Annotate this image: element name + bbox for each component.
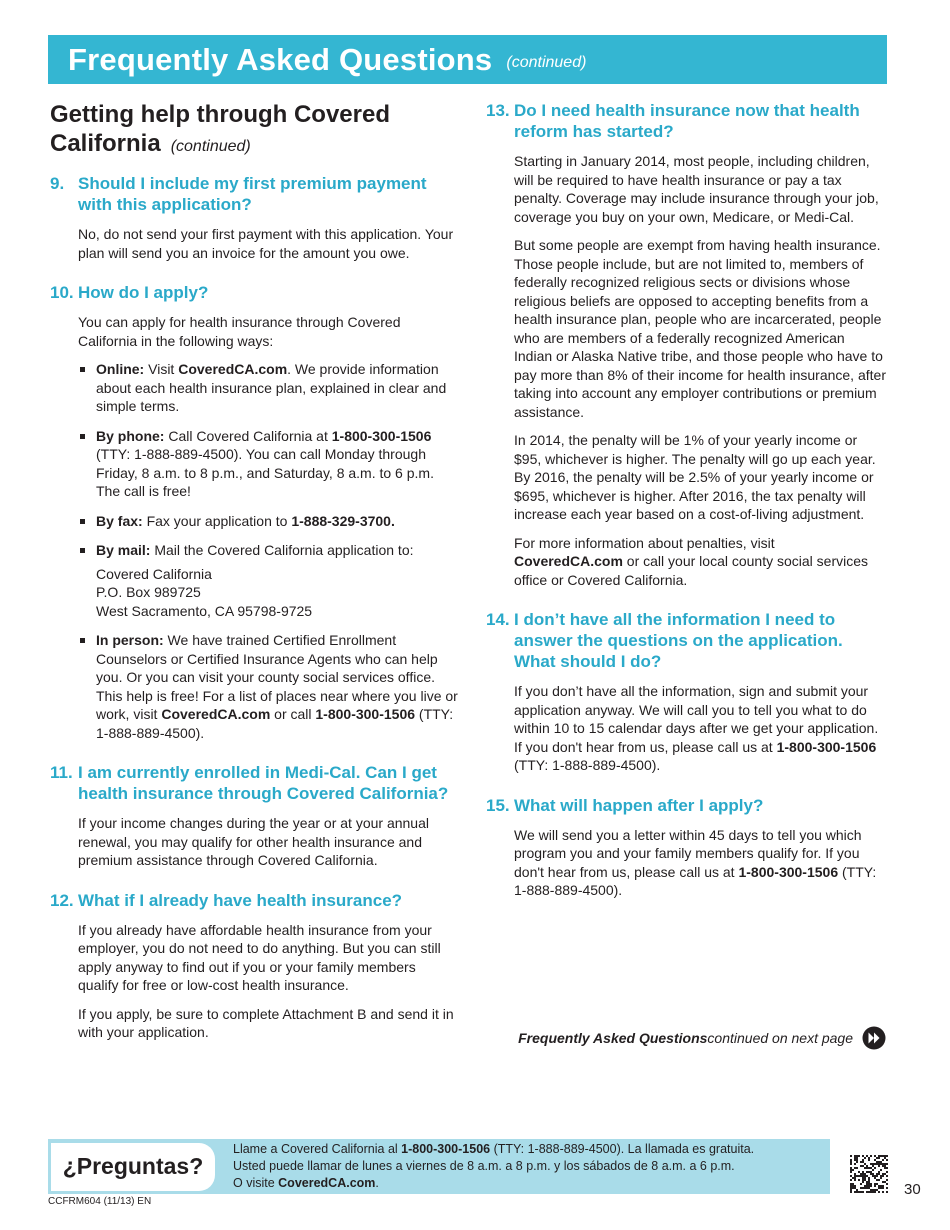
- footer-help-text: [233, 1141, 754, 1192]
- phone-number: 1-800-300-1506: [401, 1142, 491, 1156]
- item-text: (TTY: 1-888-889-4500).: [96, 706, 454, 741]
- question-13: [486, 100, 886, 589]
- question-10: [50, 282, 460, 742]
- left-column: [50, 100, 460, 1062]
- list-item-fax: [78, 512, 460, 531]
- section-title-continued: (continued): [170, 138, 251, 155]
- question-number: 11.: [50, 763, 73, 782]
- answer-paragraph: If you apply, be sure to complete Attachment B and send it in with your application.: [78, 1005, 454, 1040]
- section-title-text: Getting help through Covered California: [50, 101, 390, 157]
- answer-text: For more information about penalties, visit: [514, 534, 775, 551]
- right-column: [486, 100, 886, 920]
- answer-paragraph: [514, 682, 886, 775]
- answer-paragraph: But some people are exempt from having health insurance. Those people include, but are not limited to, members of federally recognized religious sects or divisions whose religious beliefs are opposed to accepting benefits from a health insurance plan, people who are incarcerated, people who are members of a federally recognized American Indian or Alaska Native tribe, and those people who have to pay more than 8% of their income for health insurance, after taking into account any employer contributions or premium assistance.: [514, 237, 886, 420]
- question-heading: [50, 890, 460, 911]
- phone-number: 1-800-300-1506: [315, 706, 416, 722]
- header-banner: [48, 35, 887, 84]
- address-line: Covered California: [96, 565, 212, 582]
- answer: [78, 313, 460, 742]
- question-title: I don’t have all the information I need to answer the questions on the application. What should I do?: [514, 610, 843, 671]
- answer-text: (TTY: 1-888-889-4500).: [514, 863, 877, 898]
- answer-text: We will send you a letter within 45 days to tell you which program you and your family members qualify for. If you don't hear from us, please call us at: [514, 826, 862, 880]
- item-label: By phone:: [96, 427, 165, 444]
- question-title: Should I include my first premium payment with this application?: [78, 174, 427, 214]
- list-item-online: [78, 360, 460, 416]
- answer-text: (TTY: 1-888-889-4500).: [514, 757, 661, 773]
- website-link[interactable]: CoveredCA.com: [161, 706, 271, 722]
- next-page-arrow-icon[interactable]: [862, 1026, 886, 1050]
- continued-bold: Frequently Asked Questions: [518, 1030, 708, 1046]
- answer-paragraph: If you already have affordable health insurance from your employer, you do not need to do anything. But you can still apply anyway to find out if you or your family members qualify for free or low-cost health insurance.: [78, 921, 441, 993]
- item-text: . We provide information about each health insurance plan, explained in clear and simple terms.: [96, 361, 447, 414]
- address-line: West Sacramento, CA 95798-9725: [96, 602, 313, 619]
- question-heading: [486, 795, 886, 816]
- preguntas-badge: ¿Preguntas?: [51, 1143, 215, 1191]
- item-label: In person:: [96, 632, 164, 648]
- website-link[interactable]: CoveredCA.com: [278, 1176, 376, 1190]
- website-link[interactable]: CoveredCA.com: [514, 553, 623, 569]
- continued-next-page: [501, 1024, 886, 1052]
- mailing-address: [96, 565, 460, 621]
- answer: [514, 152, 886, 589]
- footer-text: Llame a Covered California al: [233, 1142, 402, 1156]
- list-item-mail: [78, 541, 460, 620]
- question-heading: [50, 282, 460, 303]
- answer: [78, 921, 460, 1042]
- question-number: 9.: [50, 174, 65, 193]
- phone-number: 1-800-300-1506: [738, 863, 839, 880]
- footer-line: [233, 1141, 754, 1158]
- item-text: (TTY: 1-888-889-4500). You can call Monday through Friday, 8 a.m. to 8 p.m., and Saturday, 8 a.m. to 6 p.m. The call is free!: [96, 446, 434, 499]
- item-text: Mail the Covered California application to:: [150, 542, 414, 558]
- question-15: [486, 795, 886, 900]
- question-14: [486, 609, 886, 775]
- website-link[interactable]: CoveredCA.com: [178, 361, 288, 377]
- answer-intro: You can apply for health insurance through Covered California in the following ways:: [78, 314, 401, 349]
- page-number: 30: [904, 1181, 921, 1198]
- answer: [78, 814, 460, 870]
- answer-paragraph: [514, 826, 886, 900]
- question-number: 12.: [50, 890, 74, 910]
- item-text: Fax your application to: [142, 512, 292, 529]
- list-item-phone: [78, 427, 460, 501]
- answer-text: or call your local county social services office or Covered California.: [514, 553, 869, 588]
- continued-text: continued on next page: [707, 1030, 853, 1046]
- section-title: [50, 100, 460, 161]
- question-number: 13.: [486, 101, 510, 120]
- form-code: CCFRM604 (11/13) EN: [48, 1196, 152, 1207]
- footer-line: Usted puede llamar de lunes a viernes de 8 a.m. a 8 p.m. y los sábados de 8 a.m. a 6 p.m.: [233, 1159, 735, 1173]
- item-text: Call Covered California at: [164, 427, 332, 444]
- question-title: What will happen after I apply?: [514, 795, 764, 815]
- answer-paragraph: No, do not send your first payment with this application. Your plan will send you an invoice for the amount you owe.: [78, 226, 454, 261]
- question-number: 14.: [486, 610, 510, 629]
- fax-number: 1-888-329-3700.: [291, 512, 395, 529]
- answer-paragraph: In 2014, the penalty will be 1% of your yearly income or $95, whichever is higher. The penalty will go up each year. By 2016, the penalty will be 2.5% of your yearly income or $695, whichever is higher. After 2016, the tax penalty will increase each year based on a cost-of-living adjustment.: [514, 432, 876, 522]
- apply-methods-list: [78, 360, 460, 742]
- question-11: [50, 762, 460, 870]
- item-label: Online:: [96, 361, 145, 377]
- page-title: Frequently Asked Questions: [68, 41, 493, 77]
- question-heading: [486, 100, 886, 142]
- question-title: What if I already have health insurance?: [78, 890, 403, 910]
- item-text: Visit: [144, 361, 179, 377]
- qr-code-icon: [850, 1155, 888, 1193]
- question-heading: [50, 173, 460, 215]
- list-item-in-person: [78, 631, 460, 742]
- question-number: 15.: [486, 795, 510, 815]
- phone-number: 1-800-300-1506: [776, 738, 877, 755]
- answer-paragraph: Starting in January 2014, most people, including children, will be required to have health insurance or pay a tax penalty. Coverage may include insurance through your job, coverage you buy on your own, Medicare, or Medi-Cal.: [514, 153, 879, 225]
- question-title: Do I need health insurance now that health reform has started?: [514, 101, 860, 141]
- answer-text: If you don’t have all the information, sign and submit your application anyway. We will call you to tell you what to do within 10 to 15 calendar days after we get your application. If you don't hear from us, please call us at: [514, 683, 879, 755]
- footer-help-bar: [48, 1139, 830, 1194]
- phone-number: 1-800-300-1506: [331, 427, 432, 444]
- footer-line: [233, 1175, 754, 1192]
- question-number: 10.: [50, 283, 74, 302]
- item-text: We have trained Certified Enrollment Counselors or Certified Insurance Agents who can help you. Or you can visit your county social services office. This help is free! For a list of places near where you live or work, visit: [96, 632, 458, 722]
- question-12: [50, 890, 460, 1042]
- question-heading: [50, 762, 460, 804]
- question-heading: [486, 609, 886, 672]
- item-label: By mail:: [96, 542, 151, 558]
- question-9: [50, 173, 460, 262]
- footer-text: (TTY: 1-888-889-4500). La llamada es gratuita.: [490, 1142, 755, 1156]
- question-title: How do I apply?: [78, 283, 209, 302]
- item-label: By fax:: [96, 512, 143, 529]
- answer: [514, 682, 886, 775]
- answer: [78, 225, 460, 262]
- answer: [514, 826, 886, 900]
- page-title-continued: (continued): [506, 53, 587, 71]
- answer-paragraph: [514, 534, 886, 590]
- question-title: I am currently enrolled in Medi-Cal. Can I get health insurance through Covered California?: [78, 763, 449, 803]
- answer-paragraph: If your income changes during the year or at your annual renewal, you may qualify for other health insurance and premium assistance through Covered California.: [78, 815, 429, 868]
- item-text: or call: [270, 706, 316, 722]
- footer-text: .: [375, 1176, 379, 1190]
- footer-text: O visite: [233, 1176, 279, 1190]
- address-line: P.O. Box 989725: [96, 584, 201, 600]
